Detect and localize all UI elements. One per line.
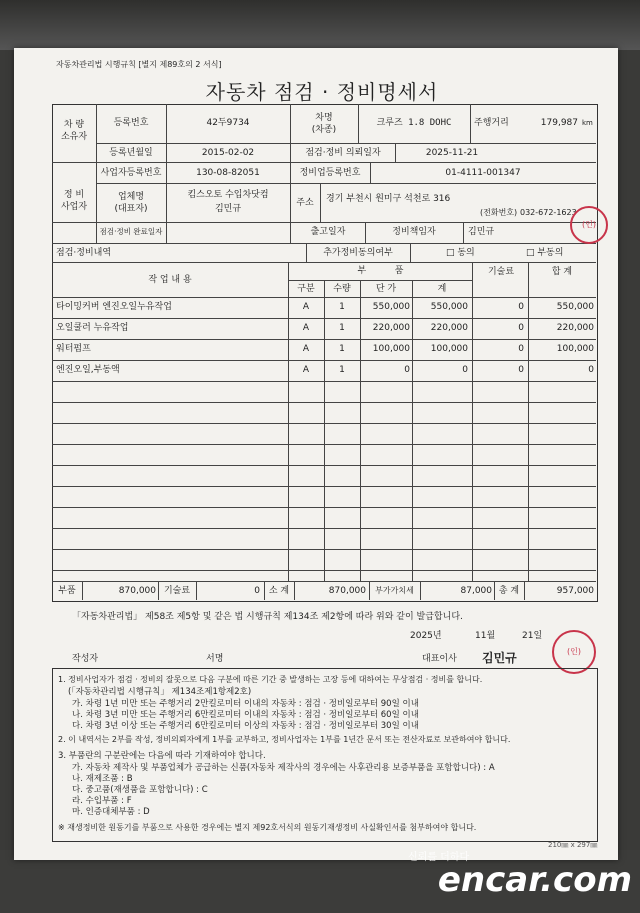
consent-label: 추가정비동의여부 — [323, 248, 393, 258]
issue-day: 21일 — [522, 631, 543, 641]
phone-label: (전화번호) — [480, 208, 518, 217]
note-line: 가. 자동차 제작사 및 부품업체가 공급하는 신품(자동차 제작사의 경우에는 사후관리용 보증부품을 포함합니다) : A — [72, 763, 495, 773]
item-labor-cell: 0 — [518, 323, 524, 333]
note-line: 다. 중고품(재생품을 포함합니다) : C — [72, 785, 208, 795]
total-labor-value: 0 — [254, 586, 260, 596]
grand-total-label: 총 계 — [498, 586, 520, 596]
item-sum-cell: 100,000 — [430, 344, 468, 354]
company-name: 킴스오토 수입차닷컴 — [187, 190, 269, 200]
agree-checkbox[interactable]: □ 동의 — [446, 248, 475, 258]
issue-statement: 「자동차관리법」 제58조 제5항 및 같은 법 시행규칙 제134조 제2항에 따라 위와 같이 발급합니다. — [72, 612, 463, 622]
issuer-label: 대표이사 — [422, 654, 457, 664]
mileage-unit: km — [582, 119, 593, 127]
mileage-label: 주행거리 — [474, 118, 509, 128]
address-label: 주소 — [296, 198, 314, 208]
subtotal-label: 소 계 — [268, 586, 290, 596]
background-top — [0, 0, 640, 50]
col-qty-header: 수량 — [333, 284, 351, 294]
issue-year: 2025년 — [410, 631, 442, 641]
company-seal-stamp: (인) — [570, 206, 608, 244]
item-total-cell: 220,000 — [556, 323, 594, 333]
owner-label: 차 량 소유자 — [60, 120, 88, 142]
item-type-cell: A — [302, 344, 310, 354]
reg-date-label: 등록년월일 — [109, 148, 153, 158]
col-work-header: 작 업 내 용 — [148, 275, 192, 285]
reg-date-value: 2015-02-02 — [201, 148, 255, 158]
item-total-cell: 550,000 — [556, 302, 594, 312]
col-total-header: 합 계 — [551, 267, 573, 277]
item-work-cell: 워터펌프 — [56, 344, 91, 354]
reg-no-value: 42두9734 — [206, 118, 250, 128]
item-type-cell: A — [302, 302, 310, 312]
total-parts-value: 870,000 — [118, 586, 156, 596]
item-qty-cell: 1 — [339, 323, 345, 333]
col-unit-header: 단 가 — [375, 284, 397, 294]
representative-name: 김민규 — [214, 204, 242, 214]
issuer-name: 김민규 — [482, 651, 517, 665]
note-line: 2. 이 내역서는 2부를 작성, 정비의뢰자에게 1부를 교부하고, 정비사업자는 1부를 1년간 문서 또는 전산자료로 보관하여야 합니다. — [58, 735, 511, 744]
content-label: 점검·정비내역 — [56, 248, 112, 258]
manager-label: 정비책임자 — [392, 227, 436, 237]
vat-value: 87,000 — [460, 586, 492, 596]
item-sum-cell: 0 — [462, 365, 468, 375]
biz-no-label: 사업자등록번호 — [100, 168, 162, 178]
biz-no-value: 130-08-82051 — [196, 168, 260, 178]
item-unit-cell: 550,000 — [372, 302, 410, 312]
item-work-cell: 타이밍커버 엔진오일누유작업 — [56, 302, 172, 312]
note-line: ※ 재생정비한 원동기를 부품으로 사용한 경우에는 별지 제92호서식의 원동기재생정비 사실확인서를 첨부하여야 합니다. — [58, 823, 477, 832]
vat-label: 부가가치세 — [375, 586, 414, 595]
release-date-label: 출고일자 — [310, 227, 346, 237]
document-title: 자동차 점검 · 정비명세서 — [205, 80, 439, 104]
col-type-header: 구분 — [297, 284, 315, 294]
item-total-cell: 0 — [588, 365, 594, 375]
note-line: 가. 차령 1년 미만 또는 주행거리 2만킬로미터 이내의 자동차 : 점검 · 정비일로부터 90일 이내 — [72, 699, 419, 709]
note-line: 3. 부품란의 구분란에는 다음에 따라 기재하여야 합니다. — [58, 751, 266, 761]
car-name-value: 크루즈 1.8 DOHC — [376, 118, 452, 128]
request-date-value: 2025-11-21 — [425, 148, 479, 158]
item-sum-cell: 220,000 — [430, 323, 468, 333]
item-work-cell: 오일쿨러 누유작업 — [56, 323, 129, 333]
item-unit-cell: 100,000 — [372, 344, 410, 354]
sign-label: 서명 — [206, 654, 224, 664]
request-date-label: 점검·정비 의뢰일자 — [305, 148, 381, 158]
watermark-tagline: 신뢰를 더하다 — [408, 852, 470, 863]
manager-value: 김민규 — [468, 227, 495, 237]
note-line: 라. 수입부품 : F — [72, 796, 132, 806]
encar-watermark-logo: encar.com — [437, 860, 632, 900]
disagree-checkbox[interactable]: □ 부동의 — [526, 248, 564, 258]
item-labor-cell: 0 — [518, 344, 524, 354]
writer-label: 작성자 — [72, 654, 99, 664]
note-line: (「자동차관리법 시행규칙」 제134조제1항제2호) — [68, 687, 252, 697]
item-type-cell: A — [302, 323, 310, 333]
item-qty-cell: 1 — [339, 365, 345, 375]
item-qty-cell: 1 — [339, 302, 345, 312]
item-total-cell: 100,000 — [556, 344, 594, 354]
col-sum-header: 계 — [437, 284, 447, 294]
repair-reg-label: 정비업등록번호 — [299, 168, 361, 178]
note-line: 나. 재제조품 : B — [72, 774, 133, 784]
item-qty-cell: 1 — [339, 344, 345, 354]
phone-value: 032-672-1623 — [520, 208, 577, 217]
total-parts-label: 부품 — [58, 586, 76, 596]
mileage-value: 179,987 — [540, 118, 578, 128]
item-sum-cell: 550,000 — [430, 302, 468, 312]
item-work-cell: 엔진오일,부동액 — [56, 365, 120, 375]
note-line: 다. 차령 3년 이상 또는 주행거리 6만킬로미터 이상의 자동차 : 점검 · 정비일로부터 30일 이내 — [72, 721, 419, 731]
completion-date-label: 점검·정비 완료일자 — [99, 227, 163, 236]
item-labor-cell: 0 — [518, 302, 524, 312]
item-type-cell: A — [302, 365, 310, 375]
total-labor-label: 기술료 — [163, 586, 191, 596]
issuer-seal-stamp: (인) — [552, 630, 596, 674]
issue-month: 11월 — [475, 631, 496, 641]
col-parts-header: 부 품 — [357, 266, 404, 276]
note-line: 나. 차령 3년 미만 또는 주행거리 6만킬로미터 이내의 자동차 : 점검 · 정비일로부터 60일 이내 — [72, 710, 419, 720]
address-value: 경기 부천시 원미구 석천로 316 — [326, 194, 451, 204]
reg-no-label: 등록번호 — [113, 118, 149, 128]
note-line: 1. 정비사업자가 점검 · 정비의 잘못으로 다음 구분에 따른 기간 중 발생하는 고장 등에 대하여는 무상점검 · 정비를 합니다. — [58, 675, 483, 684]
item-unit-cell: 220,000 — [372, 323, 410, 333]
repair-reg-value: 01-4111-001347 — [445, 168, 521, 178]
paper-size: 210㎜ x 297㎜ — [548, 841, 598, 849]
company-label: 업체명 (대표자) — [114, 192, 148, 215]
business-label: 정 비 사업자 — [60, 190, 88, 213]
note-line: 마. 인증대체부품 : D — [72, 807, 150, 817]
form-header-note: 자동차관리법 시행규칙 [별지 제89호의 2 서식] — [56, 60, 222, 69]
subtotal-value: 870,000 — [328, 586, 366, 596]
col-labor-header: 기술료 — [487, 267, 515, 277]
grand-total-value: 957,000 — [556, 586, 594, 596]
car-name-label: 차명 (차종) — [311, 113, 337, 136]
item-labor-cell: 0 — [518, 365, 524, 375]
item-unit-cell: 0 — [404, 365, 410, 375]
